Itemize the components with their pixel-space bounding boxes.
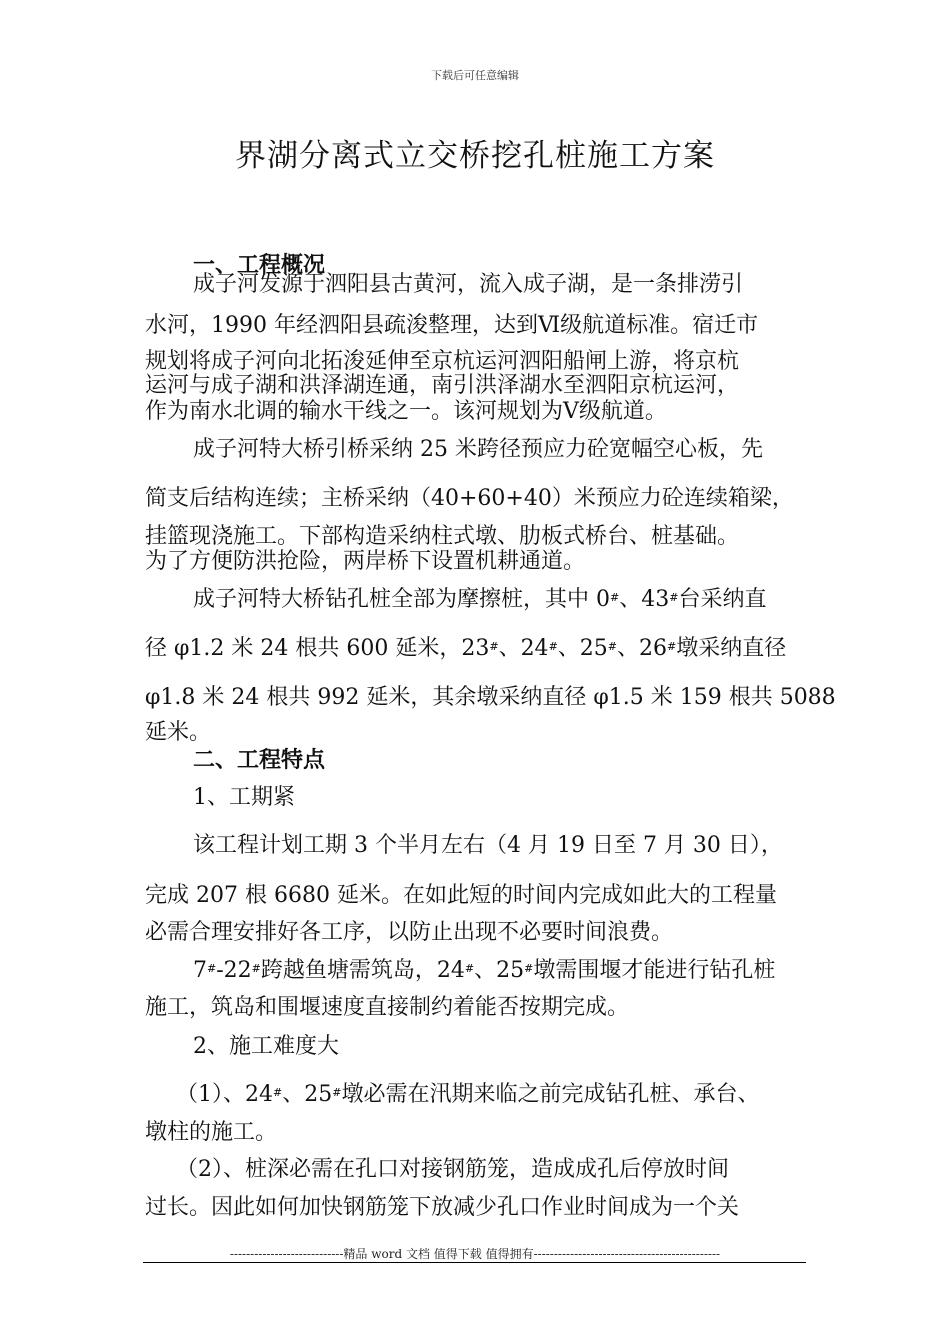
- page-footer: ----------------------------精品 word 文档 值得下载 值得拥有----------------------------------------------: [229, 1247, 721, 1261]
- paragraph-line: 径 φ1.2 米 24 根共 600 延米，23#、24#、25#、26#墩采纳直径: [145, 636, 787, 661]
- document-title: 界湖分离式立交桥挖孔桩施工方案: [235, 138, 715, 174]
- paragraph-line: 为了方便防洪抢险，两岸桥下设置机耕通道。: [145, 549, 586, 574]
- paragraph-line: 水河，1990 年经泗阳县疏浚整理，达到Ⅵ级航道标准。宿迁市: [145, 313, 759, 338]
- footer-rule: [143, 1262, 806, 1263]
- paragraph-line: （1）、24#、25#墩必需在汛期来临之前完成钻孔桩、承台、: [176, 1082, 760, 1107]
- section-heading-overview: 一、工程概况: [193, 252, 326, 278]
- paragraph-line: 成子河特大桥钻孔桩全部为摩擦桩，其中 0#、43#台采纳直: [193, 587, 767, 612]
- paragraph-line: 完成 207 根 6680 延米。在如此短的时间内完成如此大的工程量: [145, 883, 777, 908]
- paragraph-line: 7#-22#跨越鱼塘需筑岛，24#、25#墩需围堰才能进行钻孔桩: [193, 958, 776, 983]
- paragraph-line: 施工，筑岛和围堰速度直接制约着能否按期完成。: [145, 995, 630, 1020]
- paragraph-line: 作为南水北调的输水干线之一。该河规划为Ⅴ级航道。: [145, 399, 667, 424]
- paragraph-line: 挂篮现浇施工。下部构造采纳柱式墩、肋板式桥台、桩基础。: [145, 524, 740, 549]
- paragraph-line: 成子河特大桥引桥采纳 25 米跨径预应力砼宽幅空心板，先: [193, 437, 763, 462]
- paragraph-line: （2）、桩深必需在孔口对接钢筋笼，造成成孔后停放时间: [176, 1157, 729, 1182]
- section-heading-features: 二、工程特点: [193, 747, 326, 773]
- paragraph-line: 运河与成子湖和洪泽湖连通，南引洪泽湖水至泗阳京杭运河，: [145, 373, 740, 398]
- paragraph-line: 成子河发源于泗阳县古黄河，流入成子湖，是一条排涝引: [193, 272, 744, 297]
- paragraph-line: φ1.8 米 24 根共 992 延米，其余墩采纳直径 φ1.5 米 159 根共 5088: [145, 685, 836, 710]
- paragraph-line: 该工程计划工期 3 个半月左右（4 月 19 日至 7 月 30 日），: [193, 833, 783, 858]
- paragraph-line: 必需合理安排好各工序，以防止出现不必要时间浪费。: [145, 920, 674, 945]
- subsection-heading: 1、工期紧: [193, 785, 295, 810]
- subsection-heading: 2、施工难度大: [193, 1034, 339, 1059]
- paragraph-line: 过长。因此如何加快钢筋笼下放减少孔口作业时间成为一个关: [145, 1195, 740, 1220]
- paragraph-line: 延米。: [145, 720, 212, 745]
- paragraph-line: 墩柱的施工。: [145, 1120, 278, 1145]
- page-header-note: 下载后可任意编辑: [431, 69, 519, 82]
- paragraph-line: 规划将成子河向北拓浚延伸至京杭运河泗阳船闸上游，将京杭: [145, 349, 740, 374]
- paragraph-line: 简支后结构连续；主桥采纳（40+60+40）米预应力砼连续箱梁，: [145, 486, 794, 511]
